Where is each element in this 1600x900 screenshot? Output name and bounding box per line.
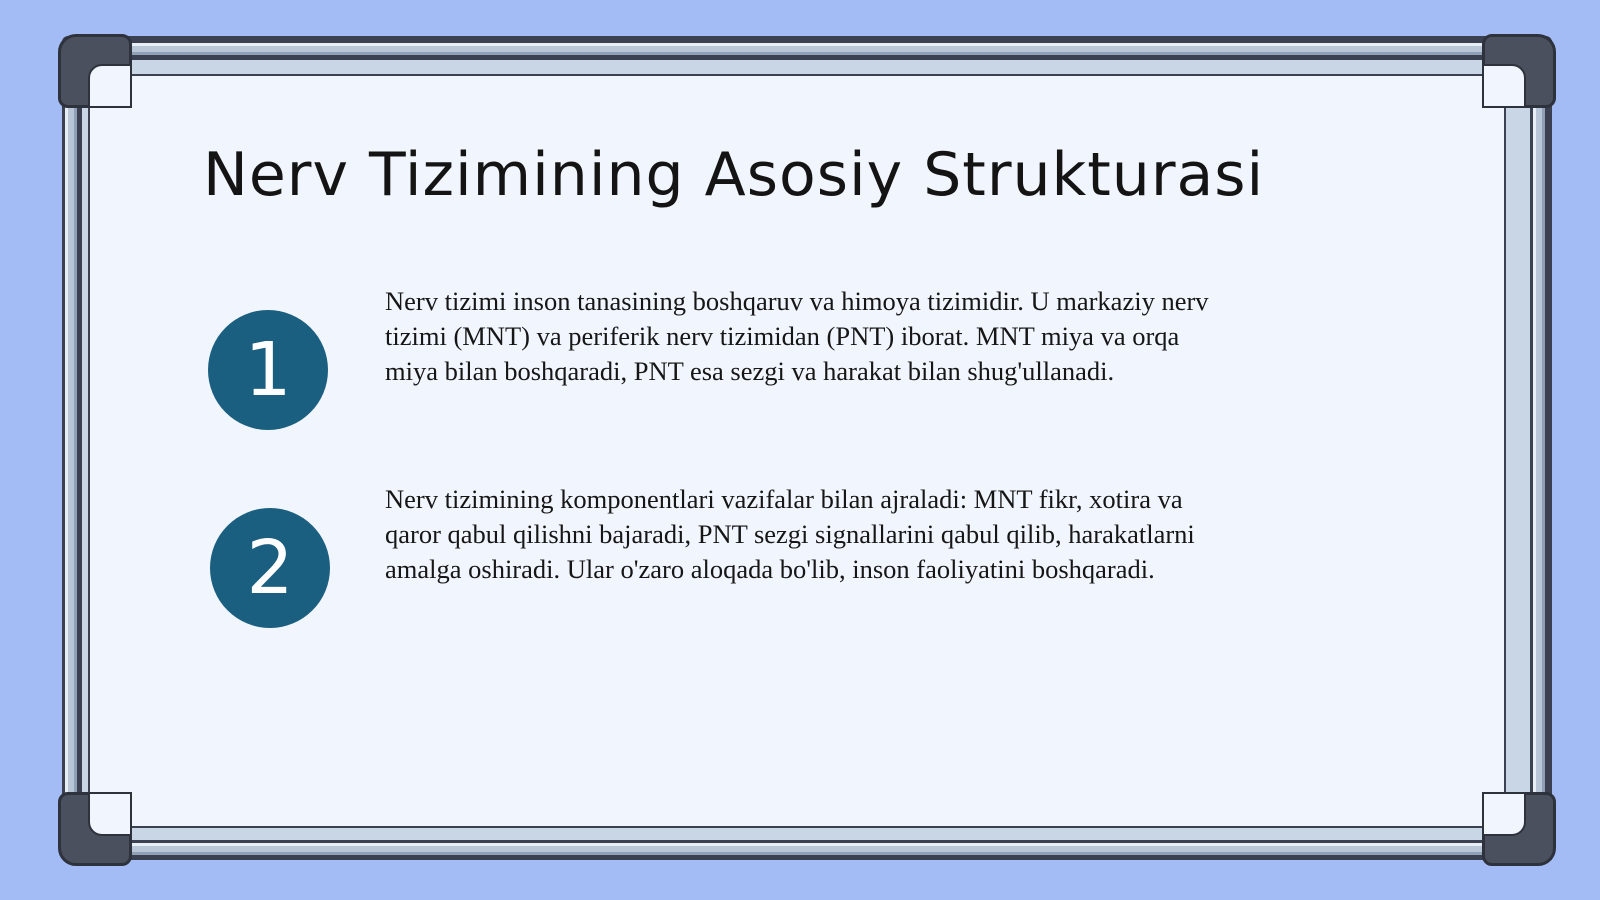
frame-rail-left [62, 64, 82, 836]
frame-corner-top-left [58, 34, 132, 108]
frame-corner-bottom-left [58, 792, 132, 866]
frame-corner-bottom-right [1482, 792, 1556, 866]
slide-title: Nerv Tizimining Asosiy Strukturasi [203, 140, 1265, 210]
frame-rail-bottom [64, 840, 1552, 860]
frame-rail-top [64, 40, 1552, 60]
frame-rail-right [1530, 64, 1550, 836]
item-text-1: Nerv tizimi inson tanasining boshqaruv va himoya tizimidir. U markaziy nerv tizimi (MNT) va periferik nerv tizimidan (PNT) iborat. MNT miya va orqa miya bilan boshqaradi, PNT esa sezgi va harakat bilan shug'ullanadi. [385, 286, 1209, 386]
item-text-2: Nerv tizimining komponentlari vazifalar bilan ajraladi: MNT fikr, xotira va qaror qabul qilishni bajaradi, PNT sezgi signallarini qabul qilib, harakatlarni amalga oshiradi. Ular o'zaro aloqada bo'lib, inson faoliyatini boshqaradi. [385, 484, 1195, 584]
number-badge-1: 1 [208, 310, 328, 430]
frame-corner-top-right [1482, 34, 1556, 108]
number-badge-2: 2 [210, 508, 330, 628]
